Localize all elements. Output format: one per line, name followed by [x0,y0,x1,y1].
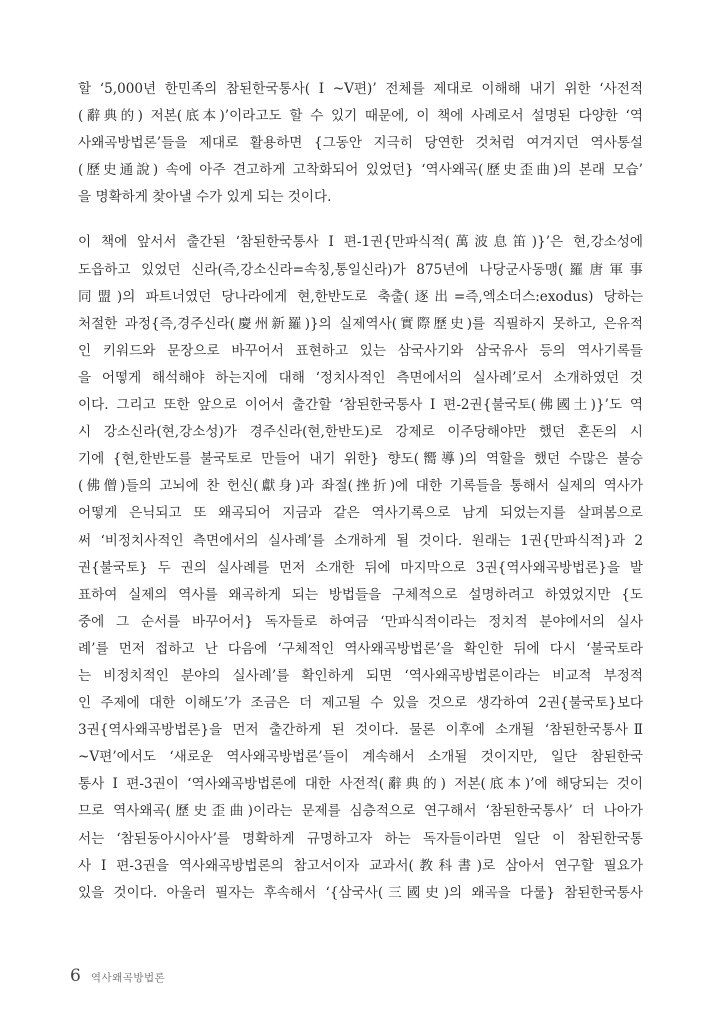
text-line: 는 비정치적인 분야의 실사례’를 확인하게 되면 ‘역사왜곡방법론이라는 비교적 부정적 [78,667,643,684]
paragraph [78,76,643,211]
text-line: 사왜곡방법론’들을 제대로 활용하면 {그동안 지극히 당연한 것처럼 여겨지던 역사통설 [78,135,643,152]
text-line: 도읍하고 있었던 신라(즉,강소신라=속칭,통일신라)가 875년에 나당군사동맹(羅唐軍事 [78,261,643,278]
page-number: 6 [70,966,81,986]
text-line: 서는 ‘참된동아시아사’를 명확하게 규명하고자 하는 독자들이라면 일단 이 참된한국통 [78,830,643,847]
text-line: 표하여 실제의 역사를 왜곡하게 되는 방법들을 구체적으로 설명하려고 하였었지만 {도 [78,586,643,603]
paragraph [78,229,643,906]
text-line: 처절한 과정{즉,경주신라(慶州新羅)}의 실제역사(實際歷史)를 직필하지 못하고, 은유적 [78,315,643,332]
text-line: 통사 I 편-3권이 ‘역사왜곡방법론에 대한 사전적(辭典的) 저본(底本)’에 해당되는 것이 [78,776,643,793]
text-line: 시 강소신라(현,강소성)가 경주신라(현,한반도)로 강제로 이주당해야만 했던 혼돈의 시 [78,424,643,441]
text-line: 할 ‘5,000년 한민족의 참된한국통사( I ~V편)’ 전체를 제대로 이해해 내기 위한 ‘사전적 [78,81,643,97]
text-line: 어떻게 은닉되고 또 왜곡되어 지금과 같은 역사기록으로 남게 되었는지를 살펴봄으로 [78,505,643,522]
text-line: 므로 역사왜곡(歷史歪曲)이라는 문제를 심층적으로 연구해서 ‘참된한국통사’ 더 나아가 [78,803,643,820]
text-line: (歷史通說) 속에 아주 견고하게 고착화되어 있었던} ‘역사왜곡(歷史歪曲)의 본래 모습’ [78,162,643,179]
text-line: 사 I 편-3권을 역사왜곡방법론의 참고서이자 교과서(教科書)로 삼아서 연구할 필요가 [78,857,643,874]
text-line: 있을 것이다. 아울러 필자는 후속해서 ‘{삼국사(三國史)의 왜곡을 다룰} 참된한국통사 [78,884,643,901]
text-line: ~V편’에서도 ‘새로운 역사왜곡방법론’들이 계속해서 소개될 것이지만, 일단 참된한국 [78,749,643,766]
text-line: 인 주제에 대한 이해도’가 조금은 더 제고될 수 있을 것으로 생각하여 2권{불국토}보다 [78,695,643,712]
page-footer [70,966,165,986]
text-line: 인 키워드와 문장으로 바꾸어서 표현하고 있는 삼국사기와 삼국유사 등의 역사기록들 [78,342,643,359]
body-text [78,76,643,907]
text-line: 이다. 그리고 또한 앞으로 이어서 출간할 ‘참된한국통사 I 편-2권{불국토(佛國土)}’도 역 [78,397,643,414]
text-line: 써 ‘비정치사적인 측면에서의 실사례’를 소개하게 될 것이다. 원래는 1권{만파식적}과 2 [78,532,643,549]
text-line: (佛僧)들의 고뇌에 찬 헌신(獻身)과 좌절(挫折)에 대한 기록들을 통해서 실제의 역사가 [78,478,643,495]
running-title: 역사왜곡방법론 [90,972,166,984]
text-line: 이 책에 앞서서 출간된 ‘참된한국통사 I 편-1권{만파식적(萬波息笛)}’은 현,강소성에 [78,234,643,251]
text-line: 기에 {현,한반도를 불국토로 만들어 내기 위한} 향도(嚮導)의 역할을 했던 수많은 불승 [78,451,643,468]
text-line: 을 명확하게 찾아낼 수가 있게 되는 것이다. [78,189,332,206]
paragraph-gap [78,211,643,229]
text-line: 3권{역사왜곡방법론}을 먼저 출간하게 된 것이다. 물론 이후에 소개될 ‘참된한국통사Ⅱ [78,722,643,739]
text-line: 중에 그 순서를 바꾸어서} 독자들로 하여금 ‘만파식적이라는 정치적 분야에서의 실사 [78,613,643,630]
text-line: 을 어떻게 해석해야 하는지에 대해 ‘정치사적인 측면에서의 실사례’로서 소개하였던 것 [78,369,643,386]
text-line: 同盟)의 파트너였던 당나라에게 현,한반도로 축출(逐出=즉,엑소더스:exodus) 당하는 [78,288,643,305]
text-line: (辭典的) 저본(底本)’이라고도 할 수 있기 때문에, 이 책에 사례로서 설명된 다양한 ‘역 [78,108,643,125]
text-line: 례’를 먼저 접하고 난 다음에 ‘구체적인 역사왜곡방법론’을 확인한 뒤에 다시 ‘불국토라 [78,640,643,657]
text-line: 권{불국토} 두 권의 실사례를 먼저 소개한 뒤에 마지막으로 3권{역사왜곡방법론}을 발 [78,559,643,576]
